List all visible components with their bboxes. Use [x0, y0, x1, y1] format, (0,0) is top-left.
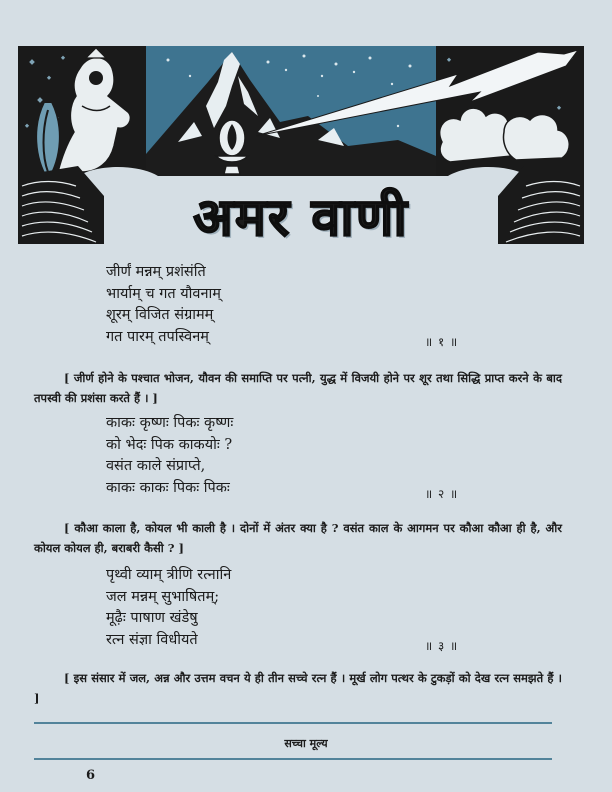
verse-line: वसंत काले संप्राप्ते,	[106, 458, 206, 474]
verse-line: पृथ्वी व्याम् त्रीणि रत्नानि	[106, 567, 232, 583]
divider	[34, 758, 552, 760]
next-article-title: सच्चा मूल्य	[284, 737, 328, 750]
verse-line: रत्न संज्ञा विधीयते	[106, 631, 198, 648]
verse-line: मूढ़ैः पाषाण खंडेषु	[106, 610, 198, 626]
verse-translation: [ इस संसार में जल, अन्न और उत्तम वचन ये ही तीन सच्चे रत्न हैं । मूर्ख लोग पत्थर के टुकड़ों को देख रत्न समझते हैं । ]	[34, 671, 562, 705]
verse-line: गत पारम् तपस्विनम्	[106, 328, 209, 345]
page-number: 6	[86, 768, 96, 783]
divider	[34, 722, 552, 724]
verse-line: शूरम् विजित संग्रामम्	[106, 307, 214, 323]
verse-translation: [ कौआ काला है, कोयल भी काली है । दोनों में अंतर क्या है ? वसंत काल के आगमन पर कौआ कौआ ही है, और कोयल कोयल ही, बराबरी कैसी ? ]	[34, 521, 562, 555]
verse-line: जीर्णं मन्नम् प्रशंसंति	[106, 264, 206, 280]
verse-line: भार्याम् च गत यौवनाम्	[106, 285, 221, 302]
verse-line: जल मन्नम् सुभाषितम्;	[106, 588, 220, 605]
verse-number: ॥ ३ ॥	[425, 639, 459, 653]
verse-line: काकः कृष्णः पिकः कृष्णः	[106, 415, 234, 431]
banner	[18, 46, 584, 248]
banner-title: अमर वाणी	[193, 188, 409, 248]
verse-line: काकः काकः पिकः पिकः	[106, 479, 230, 496]
verse-number: ॥ १ ॥	[425, 335, 459, 349]
verse-line: को भेदः पिक काकयोः ?	[106, 436, 233, 453]
verse-number: ॥ २ ॥	[425, 487, 459, 501]
verse-translation: [ जीर्ण होने के पश्चात भोजन, यौवन की समाप्ति पर पत्नी, युद्ध में विजयी होने पर शूर तथा सिद्धि प्राप्त करने के बाद तपस्वी की प्रशंसा करते हैं । ]	[34, 371, 562, 405]
